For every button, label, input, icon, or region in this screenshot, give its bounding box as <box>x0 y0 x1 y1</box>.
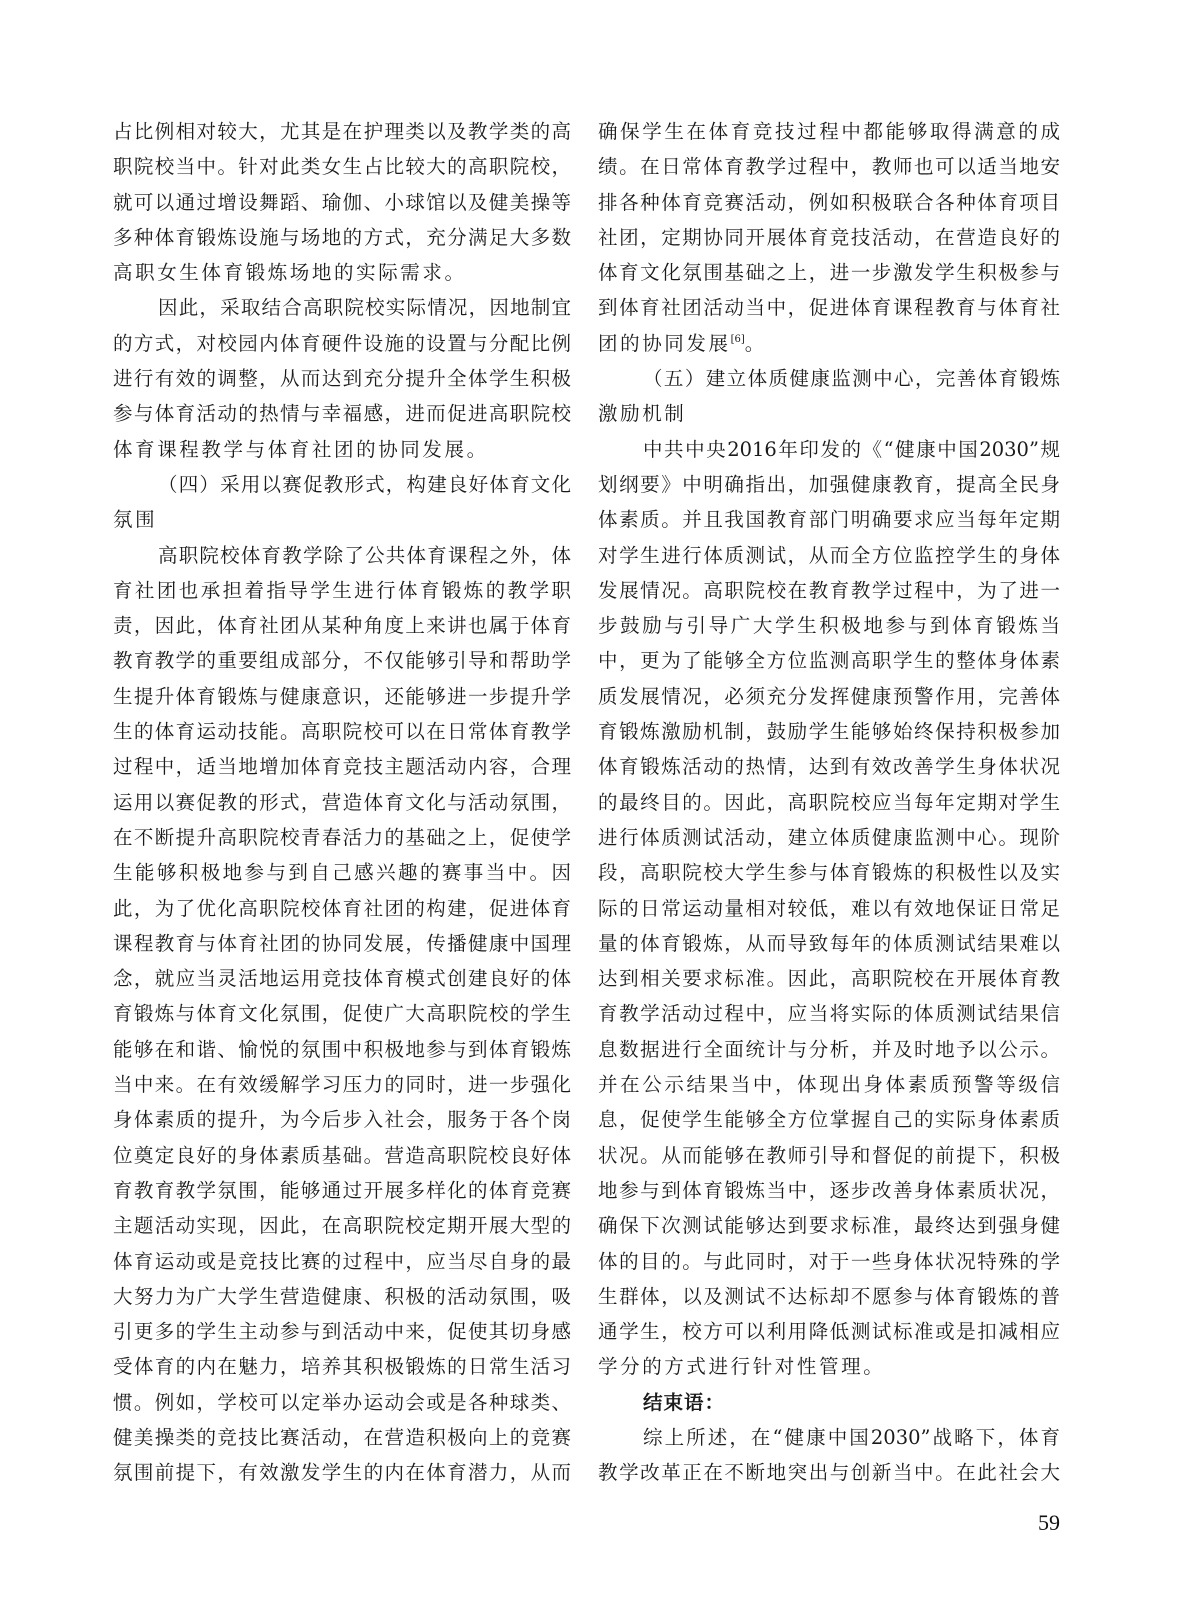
left-column <box>113 114 571 1491</box>
line-text: 多种体育锻炼设施与场地的方式，充分满足大多数 <box>113 225 571 249</box>
line-text: 确保学生在体育竞技过程中都能够取得满意的成 <box>598 120 1060 143</box>
line-text: 体育锻炼活动的热情，达到有效改善学生身体状况 <box>598 755 1060 779</box>
line-text: 进行体质测试活动，建立体质健康监测中心。现阶 <box>598 825 1060 849</box>
line-text: 惯。例如，学校可以定举办运动会或是各种球类、 <box>113 1390 571 1414</box>
line-text: 确保下次测试能够达到要求标准，最终达到强身健 <box>598 1214 1060 1238</box>
line-text: 息，促使学生能够全方位掌握自己的实际身体素质 <box>598 1108 1060 1132</box>
text-line <box>113 1420 571 1455</box>
line-text: 大努力为广大学生营造健康、积极的活动氛围，吸 <box>113 1284 571 1308</box>
text-line <box>598 573 1060 608</box>
text-line <box>598 1067 1060 1102</box>
line-text: 学分的方式进行针对性管理。 <box>598 1355 886 1379</box>
line-text: （五）建立体质健康监测中心，完善体育锻炼 <box>643 367 1060 391</box>
line-text: 氛围前提下，有效激发学生的内在体育潜力，从而 <box>113 1461 571 1485</box>
text-line <box>113 785 571 820</box>
text-line <box>598 432 1060 467</box>
line-text: 身体素质的提升，为今后步入社会，服务于各个岗 <box>113 1108 571 1132</box>
text-line <box>598 1455 1060 1490</box>
text-line <box>113 1385 571 1420</box>
line-text: 达到相关要求标准。因此，高职院校在开展体育教 <box>598 967 1060 991</box>
text-line <box>598 820 1060 855</box>
line-text: 育教学活动过程中，应当将实际的体质测试结果信 <box>598 1002 1060 1026</box>
text-line <box>113 926 571 961</box>
line-text: 的最终目的。因此，高职院校应当每年定期对学生 <box>598 790 1060 814</box>
line-text: 体素质。并且我国教育部门明确要求应当每年定期 <box>598 508 1060 532</box>
text-line <box>598 961 1060 996</box>
text-line <box>113 608 571 643</box>
text-line <box>598 1173 1060 1208</box>
line-text: 地参与到体育锻炼当中，逐步改善身体素质状况， <box>598 1178 1060 1202</box>
line-text: 量的体育锻炼，从而导致每年的体质测试结果难以 <box>598 931 1060 955</box>
text-line <box>113 714 571 749</box>
text-line <box>598 1208 1060 1243</box>
text-line <box>598 785 1060 820</box>
text-line <box>113 1208 571 1243</box>
text-line <box>113 820 571 855</box>
line-text: 运用以赛促教的形式，营造体育文化与活动氛围， <box>113 790 571 814</box>
line-text: 团的协同发展 <box>598 331 731 355</box>
line-text: 占比例相对较大，尤其是在护理类以及教学类的高 <box>113 120 571 143</box>
text-line <box>113 996 571 1031</box>
line-text: 生群体，以及测试不达标却不愿参与体育锻炼的普 <box>598 1284 1060 1308</box>
line-text: 体育课程教学与体育社团的协同发展。 <box>113 437 489 461</box>
text-line <box>113 290 571 325</box>
line-text: 主题活动实现，因此，在高职院校定期开展大型的 <box>113 1214 571 1238</box>
text-line <box>113 1067 571 1102</box>
right-column <box>598 114 1060 1491</box>
line-text: 段，高职院校大学生参与体育锻炼的积极性以及实 <box>598 861 1060 885</box>
text-line <box>598 114 1060 149</box>
line-text: 此，为了优化高职院校体育社团的构建，促进体育 <box>113 896 571 920</box>
text-line <box>598 1032 1060 1067</box>
line-text: 生能够积极地参与到自己感兴趣的赛事当中。因 <box>113 861 571 885</box>
text-line <box>598 1349 1060 1384</box>
text-line <box>598 749 1060 784</box>
line-text: 体的目的。与此同时，对于一些身体状况特殊的学 <box>598 1249 1060 1273</box>
text-line <box>113 1173 571 1208</box>
line-text: 教育教学的重要组成部分，不仅能够引导和帮助学 <box>113 649 571 673</box>
line-text: 中，更为了能够全方位监测高职学生的整体身体素 <box>598 649 1060 673</box>
line-text: 当中来。在有效缓解学习压力的同时，进一步强化 <box>113 1073 571 1097</box>
text-line <box>113 1032 571 1067</box>
line-text: 息数据进行全面统计与分析，并及时地予以公示。 <box>598 1037 1060 1061</box>
line-text: 过程中，适当地增加体育竞技主题活动内容，合理 <box>113 755 571 779</box>
line-text: 社团，定期协同开展体育竞技活动，在营造良好的 <box>598 225 1060 249</box>
text-line <box>598 608 1060 643</box>
text-line <box>113 220 571 255</box>
text-line <box>598 996 1060 1031</box>
line-text: 育锻炼激励机制，鼓励学生能够始终保持积极参加 <box>598 720 1060 744</box>
line-text: 体育文化氛围基础之上，进一步激发学生积极参与 <box>598 261 1060 285</box>
line-text-tail: 。 <box>744 331 767 355</box>
line-text: 职院校当中。针对此类女生占比较大的高职院校， <box>113 155 571 179</box>
line-text: 能够在和谐、愉悦的氛围中积极地参与到体育锻炼 <box>113 1037 571 1061</box>
text-line <box>598 1279 1060 1314</box>
text-line <box>598 185 1060 220</box>
line-text: 课程教育与体育社团的协同发展，传播健康中国理 <box>113 931 571 955</box>
text-line <box>113 855 571 890</box>
line-text: 氛围 <box>113 508 158 532</box>
line-text: 对学生进行体质测试，从而全方位监控学生的身体 <box>598 543 1060 567</box>
line-text: 育社团也承担着指导学生进行体育锻炼的教学职 <box>113 578 571 602</box>
text-line <box>113 114 571 149</box>
line-text: 进行有效的调整，从而达到充分提升全体学生积极 <box>113 367 571 391</box>
line-text: 激励机制 <box>598 402 687 426</box>
text-line <box>598 326 1060 361</box>
line-text: 绩。在日常体育教学过程中，教师也可以适当地安 <box>598 155 1060 179</box>
text-line <box>113 679 571 714</box>
line-text: 际的日常运动量相对较低，难以有效地保证日常足 <box>598 896 1060 920</box>
line-text: 在不断提升高职院校青春活力的基础之上，促使学 <box>113 825 571 849</box>
text-line <box>113 361 571 396</box>
line-text: 中共中央2016年印发的《“健康中国2030”规 <box>643 437 1060 461</box>
text-line <box>598 679 1060 714</box>
line-text: 就可以通过增设舞蹈、瑜伽、小球馆以及健美操等 <box>113 190 571 214</box>
line-text: 划纲要》中明确指出，加强健康教育，提高全民身 <box>598 472 1060 496</box>
text-line <box>113 961 571 996</box>
line-text: 通学生，校方可以利用降低测试标准或是扣减相应 <box>598 1320 1060 1344</box>
line-text: 教学改革正在不断地突出与创新当中。在此社会大 <box>598 1461 1060 1485</box>
text-line <box>598 396 1060 431</box>
line-text: 并在公示结果当中，体现出身体素质预警等级信 <box>598 1073 1060 1097</box>
line-text: 排各种体育竞赛活动，例如积极联合各种体育项目 <box>598 190 1060 214</box>
text-line <box>598 290 1060 325</box>
text-line <box>598 502 1060 537</box>
line-text: 发展情况。高职院校在教育教学过程中，为了进一 <box>598 578 1060 602</box>
line-text: 因此，采取结合高职院校实际情况，因地制宜 <box>158 296 571 320</box>
text-line <box>113 149 571 184</box>
citation-reference[interactable]: [6] <box>730 333 745 345</box>
line-text: （四）采用以赛促教形式，构建良好体育文化 <box>158 472 571 496</box>
text-line <box>598 1420 1060 1455</box>
text-line <box>113 1102 571 1137</box>
line-text: 体育运动或是竞技比赛的过程中，应当尽自身的最 <box>113 1249 571 1273</box>
text-line <box>598 1102 1060 1137</box>
section-heading <box>598 361 1060 396</box>
line-text: 责，因此，体育社团从某种角度上来讲也属于体育 <box>113 614 571 638</box>
text-line <box>113 573 571 608</box>
line-text: 引更多的学生主动参与到活动中来，促使其切身感 <box>113 1320 571 1344</box>
text-line <box>598 855 1060 890</box>
line-text: 结束语： <box>643 1390 726 1414</box>
line-text: 念，就应当灵活地运用竞技体育模式创建良好的体 <box>113 967 571 991</box>
text-line <box>598 1138 1060 1173</box>
text-line <box>113 1349 571 1384</box>
line-text: 高职女生体育锻炼场地的实际需求。 <box>113 261 467 285</box>
section-heading <box>113 467 571 502</box>
text-line <box>598 1314 1060 1349</box>
text-line <box>113 326 571 361</box>
line-text: 育教育教学氛围，能够通过开展多样化的体育竞赛 <box>113 1178 571 1202</box>
line-text: 受体育的内在魅力，培养其积极锻炼的日常生活习 <box>113 1355 571 1379</box>
line-text: 综上所述，在“健康中国2030”战略下，体育 <box>643 1425 1060 1449</box>
text-line <box>113 255 571 290</box>
text-line <box>598 538 1060 573</box>
text-line <box>113 432 571 467</box>
line-text: 生的体育运动技能。高职院校可以在日常体育教学 <box>113 720 571 744</box>
text-line <box>113 502 571 537</box>
text-line <box>598 714 1060 749</box>
text-line <box>113 1314 571 1349</box>
text-line <box>113 1455 571 1490</box>
text-line <box>113 185 571 220</box>
text-line <box>598 220 1060 255</box>
text-line <box>598 891 1060 926</box>
text-line <box>113 1138 571 1173</box>
text-line <box>598 1244 1060 1279</box>
line-text: 的方式，对校园内体育硬件设施的设置与分配比例 <box>113 331 571 355</box>
text-line <box>598 467 1060 502</box>
line-text: 质发展情况，必须充分发挥健康预警作用，完善体 <box>598 684 1060 708</box>
line-text: 位奠定良好的身体素质基础。营造高职院校良好体 <box>113 1143 571 1167</box>
line-text: 步鼓励与引导广大学生积极地参与到体育锻炼当 <box>598 614 1060 638</box>
page-number: 59 <box>1038 1510 1060 1535</box>
text-line <box>113 1279 571 1314</box>
line-text: 生提升体育锻炼与健康意识，还能够进一步提升学 <box>113 684 571 708</box>
line-text: 育锻炼与体育文化氛围，促使广大高职院校的学生 <box>113 1002 571 1026</box>
text-line <box>113 749 571 784</box>
line-text: 健美操类的竞技比赛活动，在营造积极向上的竞赛 <box>113 1425 571 1449</box>
line-text: 状况。从而能够在教师引导和督促的前提下，积极 <box>598 1143 1060 1167</box>
text-line <box>598 149 1060 184</box>
text-line <box>113 538 571 573</box>
text-line <box>598 926 1060 961</box>
text-line <box>113 396 571 431</box>
line-text: 参与体育活动的热情与幸福感，进而促进高职院校 <box>113 402 571 426</box>
text-line <box>113 643 571 678</box>
text-line <box>113 891 571 926</box>
conclusion-heading <box>598 1385 1060 1420</box>
text-line <box>598 255 1060 290</box>
text-line <box>598 643 1060 678</box>
text-line <box>113 1244 571 1279</box>
line-text: 高职院校体育教学除了公共体育课程之外，体 <box>158 543 571 567</box>
line-text: 到体育社团活动当中，促进体育课程教育与体育社 <box>598 296 1060 320</box>
